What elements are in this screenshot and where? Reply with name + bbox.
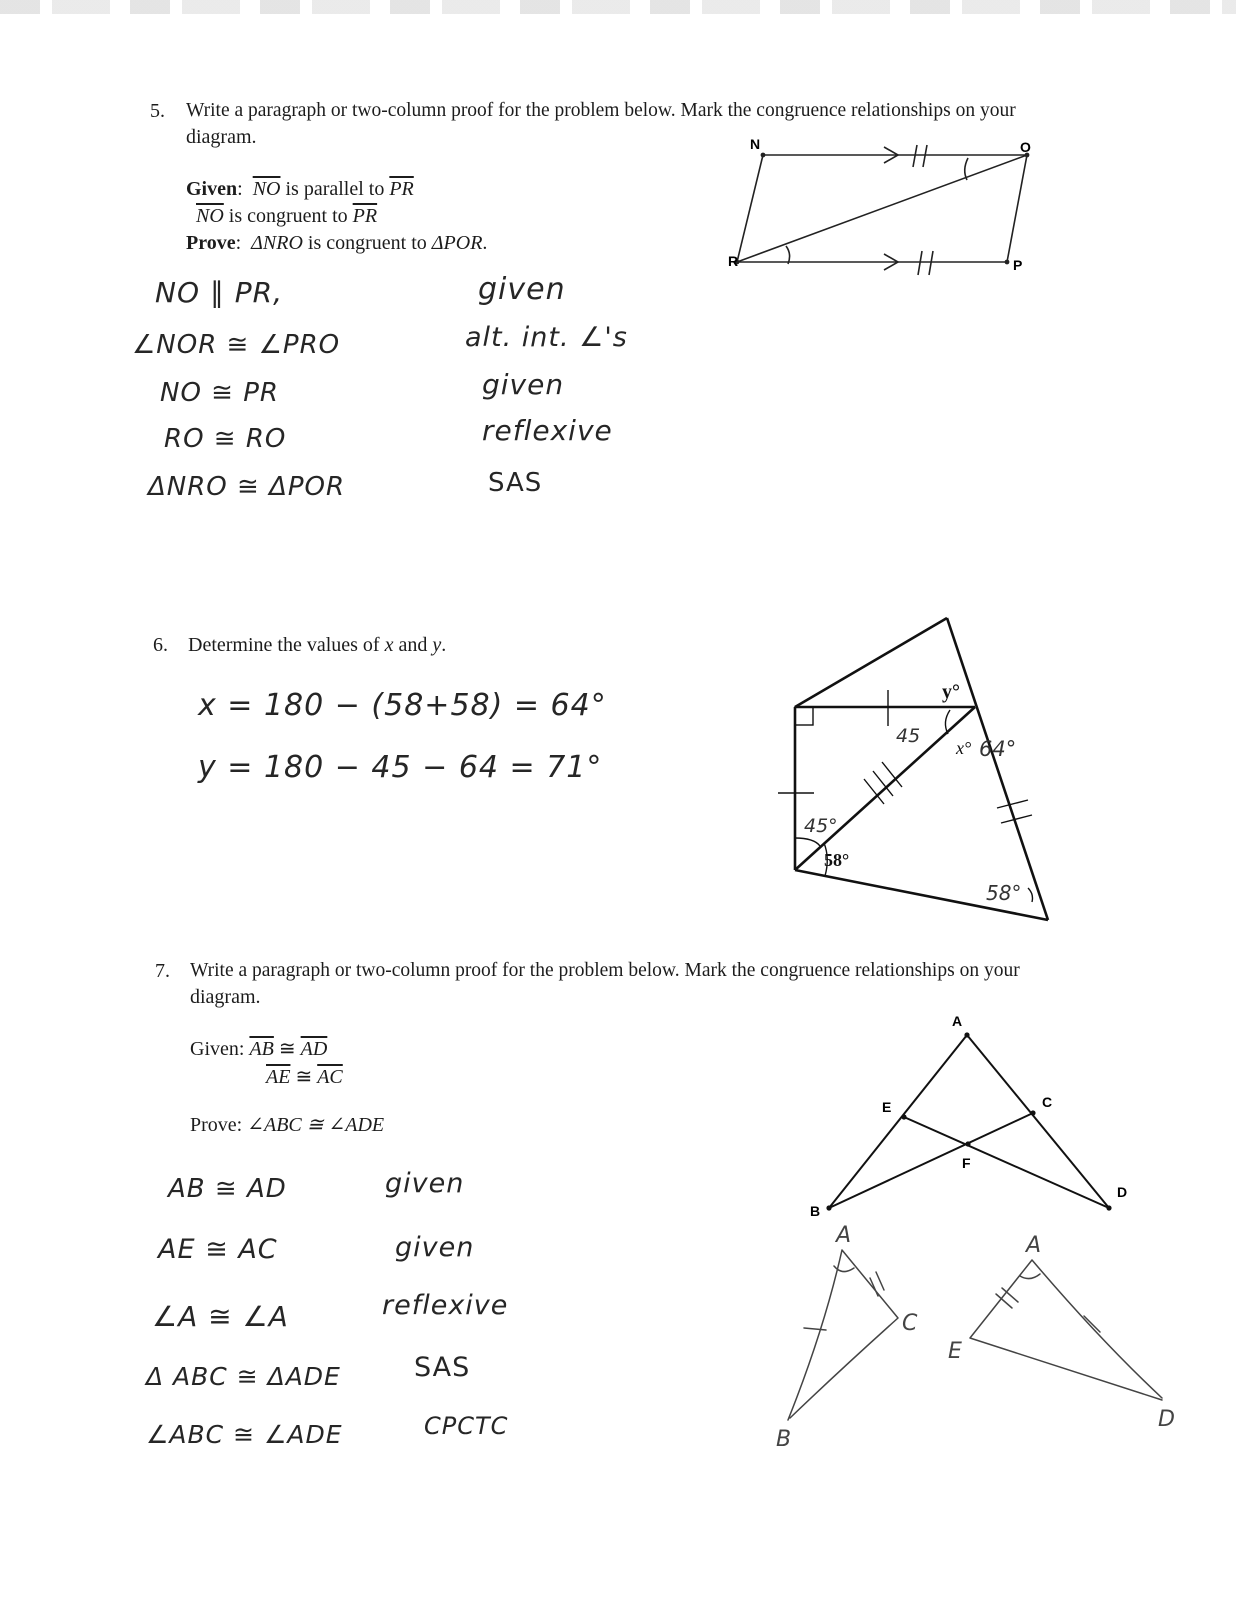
q5-proof-statement-3: NO ≅ PR: [160, 378, 279, 408]
q6-right-edge: [947, 618, 1048, 920]
q7-given-ab: $\overline{AB}$: [249, 1038, 274, 1060]
q5-congruent-text-2: is congruent to: [307, 232, 427, 254]
q5-tri-por: ΔPOR: [431, 232, 483, 254]
q5-prove: Prove: ΔNRO is congruent to ΔPOR.: [186, 232, 488, 254]
q7-proof-reason-3: reflexive: [382, 1290, 509, 1321]
scan-header-artifact: [0, 0, 1236, 14]
q7-side-ab: [829, 1035, 967, 1208]
q6-angle-arc-58-right: [1028, 888, 1033, 902]
q7-instruction-line2: diagram.: [190, 986, 261, 1008]
q5-parallel-text: is parallel to: [285, 178, 385, 200]
q5-given-2: [196, 203, 377, 229]
q5-label-p: P: [1013, 257, 1023, 273]
q6-hand-64: 64°: [979, 737, 1017, 761]
q6-period: .: [441, 634, 447, 656]
q7-proof-reason-4: SAS: [414, 1352, 471, 1383]
q7-cong-2: ≅: [295, 1066, 313, 1088]
q7-proof-statement-1: AB ≅ AD: [168, 1174, 287, 1204]
q5-proof-reason-1: given: [478, 272, 566, 307]
q5-seg-no-2: $\overline{NO}$: [196, 205, 224, 227]
q5-proof-reason-2: alt. int. ∠'s: [465, 322, 628, 353]
q7-prove-label: Prove:: [190, 1114, 243, 1136]
q7-sketch-label-a2: A: [1026, 1233, 1042, 1258]
q6-y-label: y°: [942, 681, 960, 703]
q7-prove: [190, 1112, 384, 1138]
q5-congruent-text: is congruent to: [228, 205, 348, 227]
q5-side-op: [1007, 155, 1027, 262]
q5-label-o: O: [1020, 139, 1031, 155]
q7-sketch-label-b: B: [776, 1427, 792, 1452]
q7-given-2: [266, 1064, 343, 1090]
q6-right-angle-mark: [795, 707, 813, 725]
q7-given-1: [190, 1036, 327, 1062]
q7-sketch-tick-ac-1: [870, 1278, 878, 1296]
q7-sketch-tick-ac-2: [876, 1272, 884, 1290]
q7-proof-statement-4: Δ ABC ≅ ΔADE: [146, 1362, 341, 1391]
q6-var-x: x: [384, 634, 394, 656]
q6-and: and: [398, 634, 428, 656]
q7-proof-reason-2: given: [395, 1232, 475, 1263]
q7-given-label: Given:: [190, 1038, 245, 1060]
q7-proof-statement-5: ∠ABC ≅ ∠ADE: [146, 1420, 343, 1449]
q5-parallelogram-diagram: [700, 130, 1060, 290]
q7-sketch-label-a1: A: [836, 1223, 852, 1248]
q6-x-label: x°: [956, 738, 972, 758]
q7-side-ad: [967, 1035, 1109, 1208]
q5-diagonal-ro: [737, 155, 1027, 262]
q5-tick-bottom-2: [929, 251, 933, 275]
q7-number: 7.: [155, 960, 170, 982]
q6-hand-58-right: 58°: [986, 881, 1022, 905]
q5-seg-pr-2: $\overline{PR}$: [352, 205, 378, 227]
q5-proof-statement-4: RO ≅ RO: [164, 424, 287, 454]
q6-number: 6.: [153, 634, 168, 656]
q5-proof-statement-2: ∠NOR ≅ ∠PRO: [132, 330, 341, 360]
q7-sketch-ade: [970, 1260, 1162, 1400]
q6-instruction-text: Determine the values of: [188, 634, 380, 656]
q5-proof-statement-5: ΔNRO ≅ ΔPOR: [148, 472, 346, 502]
q7-label-d: D: [1117, 1184, 1128, 1200]
q7-proof-reason-5: CPCTC: [424, 1412, 509, 1440]
q5-seg-pr: $\overline{PR}$: [389, 178, 414, 200]
q7-label-b: B: [810, 1203, 821, 1219]
q6-hand-45-left: 45°: [804, 815, 838, 837]
q6-angle-arc-45-left: [795, 838, 820, 846]
q7-proof-statement-3: ∠A ≅ ∠A: [152, 1300, 289, 1333]
q7-given-ae: $\overline{AE}$: [266, 1066, 291, 1088]
q7-proof-reason-1: given: [385, 1168, 465, 1199]
q6-tick-right-1: [997, 800, 1028, 808]
q5-seg-no: $\overline{NO}$: [252, 178, 281, 200]
q5-instruction-line2: diagram.: [186, 126, 257, 148]
q7-hand-sketch: [770, 1220, 1190, 1460]
q7-cong-1: ≅: [278, 1038, 296, 1060]
q5-proof-reason-4: reflexive: [482, 414, 613, 447]
q5-proof-statement-1: NO ∥ PR,: [155, 276, 284, 309]
q7-prove-stmt: ∠ABC ≅ ∠ADE: [247, 1114, 385, 1136]
q5-tri-nro: ΔNRO: [251, 232, 303, 254]
q6-work-x: x = 180 − (58+58) = 64°: [198, 688, 607, 723]
q7-instruction-line1: Write a paragraph or two-column proof for the problem below. Mark the congruence relationships on your: [190, 960, 1020, 981]
q6-58-printed: 58°: [824, 850, 850, 870]
q6-work-y: y = 180 − 45 − 64 = 71°: [198, 750, 603, 785]
q7-proof-statement-2: AE ≅ AC: [158, 1234, 278, 1265]
q5-label-r: R: [728, 253, 739, 269]
q5-proof-reason-5: SAS: [488, 468, 543, 498]
q7-given-ac: $\overline{AC}$: [317, 1066, 343, 1088]
q5-given: Given: $\overline{NO}$ is parallel to $\overline{PR}$: [186, 178, 414, 200]
q6-triangle-diagram: [770, 610, 1070, 930]
q7-sketch-abc: [788, 1250, 898, 1420]
q7-sketch-ade-arc: [1020, 1274, 1040, 1279]
q5-proof-reason-3: given: [482, 368, 565, 401]
q7-sketch-label-d: D: [1158, 1407, 1175, 1432]
q5-tick-top-2: [923, 145, 927, 167]
q5-instruction-line1: Write a paragraph or two-column proof for the problem below. Mark the congruence relationships on your: [186, 100, 1016, 121]
q6-top-edge: [795, 618, 947, 707]
q7-segment-de: [904, 1117, 1109, 1208]
q5-prove-period: .: [482, 232, 488, 254]
q7-sketch-tick-ab: [804, 1328, 826, 1330]
q5-number: 5.: [150, 100, 165, 122]
q7-label-c: C: [1042, 1094, 1053, 1110]
q7-label-a: A: [952, 1013, 963, 1029]
q7-label-e: E: [882, 1099, 892, 1115]
q6-hand-45-top: 45: [896, 725, 921, 747]
q5-side-nr: [737, 155, 763, 262]
q7-sketch-tick-ad: [1084, 1316, 1100, 1332]
q7-triangle-diagram: [800, 1005, 1140, 1225]
q5-tick-top-1: [913, 145, 917, 167]
q7-label-f: F: [962, 1155, 971, 1171]
q6-instruction: [188, 632, 446, 658]
q5-tick-bottom-1: [918, 251, 922, 275]
q5-label-n: N: [750, 136, 761, 152]
q5-given-label: Given: [186, 178, 238, 200]
q5-prove-label: Prove: [186, 232, 236, 254]
q7-sketch-label-c: C: [902, 1311, 918, 1336]
q6-diagonal: [795, 707, 975, 870]
q7-given-ad: $\overline{AD}$: [300, 1038, 328, 1060]
q6-var-y: y: [432, 634, 442, 656]
q7-sketch-label-e: E: [948, 1339, 962, 1364]
